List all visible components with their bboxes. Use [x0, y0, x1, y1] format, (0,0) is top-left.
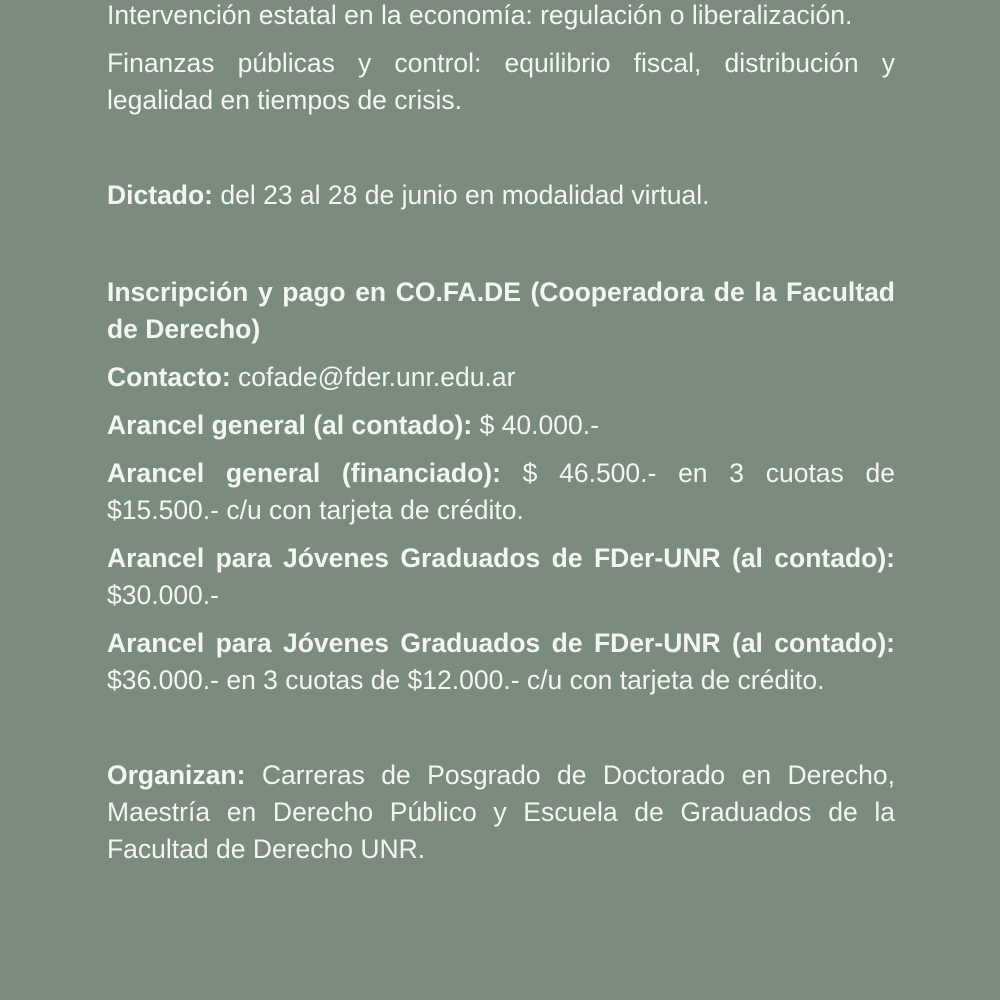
arancel-line-general-financiado: [107, 455, 895, 529]
arancel-text: $ 40.000.-: [472, 410, 599, 440]
arancel-line-graduados-financiado: [107, 625, 895, 699]
dictado-label: Dictado:: [107, 180, 213, 210]
arancel-label: Arancel para Jóvenes Graduados de FDer-UNR (al contado):: [107, 628, 895, 658]
organizan-label: Organizan:: [107, 760, 246, 790]
arancel-text: $ 46.500.- en 3 cuotas de $15.500.- c/u con tarjeta de crédito.: [107, 458, 895, 525]
arancel-label: Arancel general (financiado):: [107, 458, 501, 488]
organizan-line: [107, 757, 895, 868]
arancel-label: Arancel para Jóvenes Graduados de FDer-UNR (al contado):: [107, 543, 895, 573]
inscripcion-line: Inscripción y pago en CO.FA.DE (Cooperadora de la Facultad de Derecho): [107, 277, 895, 344]
arancel-label: Arancel general (al contado):: [107, 410, 473, 440]
topic-intervencion: Intervención estatal en la economía: regulación o liberalización.: [107, 0, 853, 30]
topic-finanzas: Finanzas públicas y control: equilibrio fiscal, distribución y legalidad en tiempos de crisis.: [107, 48, 895, 115]
contacto-line: [107, 359, 895, 396]
organizan-text: Carreras de Posgrado de Doctorado en Derecho, Maestría en Derecho Público y Escuela de Graduados de la Facultad de Derecho UNR.: [107, 760, 895, 864]
arancel-text: $30.000.-: [107, 580, 219, 610]
arancel-text: $36.000.- en 3 cuotas de $12.000.- c/u con tarjeta de crédito.: [107, 665, 825, 695]
arancel-line-general-contado: [107, 407, 895, 444]
document-body: [107, 0, 895, 868]
dictado-line: [107, 177, 895, 214]
contacto-label: Contacto:: [107, 362, 231, 392]
dictado-text: del 23 al 28 de junio en modalidad virtual.: [213, 180, 710, 210]
contacto-email: cofade@fder.unr.edu.ar: [230, 362, 516, 392]
arancel-line-graduados-contado: [107, 540, 895, 614]
